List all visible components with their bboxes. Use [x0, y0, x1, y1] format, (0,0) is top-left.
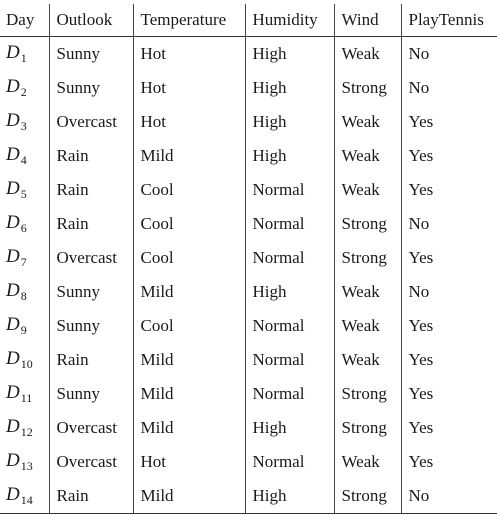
day-letter: D	[6, 314, 20, 335]
cell-day	[0, 241, 49, 275]
table-body	[0, 37, 497, 514]
cell-day	[0, 445, 49, 479]
day-letter: D	[6, 348, 20, 369]
day-subscript: 3	[20, 119, 27, 133]
cell-humidity: Normal	[245, 377, 334, 411]
cell-day	[0, 479, 49, 514]
cell-humidity: High	[245, 411, 334, 445]
play-tennis-table	[0, 4, 497, 514]
cell-temperature: Mild	[133, 343, 245, 377]
cell-outlook: Overcast	[49, 411, 133, 445]
cell-playtennis: Yes	[401, 309, 497, 343]
cell-day	[0, 275, 49, 309]
cell-temperature: Cool	[133, 241, 245, 275]
cell-wind: Weak	[334, 309, 401, 343]
day-subscript: 13	[20, 459, 33, 473]
cell-temperature: Cool	[133, 309, 245, 343]
cell-day	[0, 411, 49, 445]
table-row	[0, 241, 497, 275]
cell-humidity: High	[245, 71, 334, 105]
cell-playtennis: Yes	[401, 173, 497, 207]
cell-wind: Weak	[334, 343, 401, 377]
cell-outlook: Rain	[49, 479, 133, 514]
cell-humidity: High	[245, 105, 334, 139]
day-letter: D	[6, 280, 20, 301]
cell-temperature: Cool	[133, 207, 245, 241]
cell-outlook: Rain	[49, 207, 133, 241]
cell-outlook: Overcast	[49, 105, 133, 139]
cell-day	[0, 139, 49, 173]
cell-day	[0, 309, 49, 343]
table-row	[0, 139, 497, 173]
cell-outlook: Sunny	[49, 275, 133, 309]
table-row	[0, 173, 497, 207]
cell-outlook: Sunny	[49, 377, 133, 411]
cell-wind: Weak	[334, 173, 401, 207]
table-row	[0, 37, 497, 72]
cell-humidity: Normal	[245, 241, 334, 275]
cell-outlook: Overcast	[49, 241, 133, 275]
day-subscript: 10	[20, 357, 33, 371]
table-row	[0, 411, 497, 445]
table-row	[0, 479, 497, 514]
cell-humidity: High	[245, 37, 334, 72]
cell-outlook: Rain	[49, 139, 133, 173]
cell-temperature: Mild	[133, 377, 245, 411]
cell-outlook: Sunny	[49, 309, 133, 343]
day-letter: D	[6, 382, 20, 403]
table-row	[0, 377, 497, 411]
cell-day	[0, 343, 49, 377]
cell-humidity: Normal	[245, 309, 334, 343]
day-subscript: 12	[20, 425, 33, 439]
cell-playtennis: Yes	[401, 411, 497, 445]
header-row	[0, 4, 497, 37]
day-subscript: 11	[20, 391, 33, 405]
day-subscript: 8	[20, 289, 27, 303]
cell-playtennis: Yes	[401, 445, 497, 479]
cell-playtennis: Yes	[401, 105, 497, 139]
day-subscript: 9	[20, 323, 27, 337]
cell-day	[0, 173, 49, 207]
cell-wind: Weak	[334, 37, 401, 72]
day-letter: D	[6, 42, 20, 63]
cell-wind: Strong	[334, 479, 401, 514]
cell-humidity: High	[245, 275, 334, 309]
day-letter: D	[6, 76, 20, 97]
cell-playtennis: Yes	[401, 343, 497, 377]
table-row	[0, 343, 497, 377]
cell-wind: Strong	[334, 411, 401, 445]
cell-playtennis: No	[401, 37, 497, 72]
day-subscript: 6	[20, 221, 27, 235]
cell-wind: Weak	[334, 445, 401, 479]
cell-humidity: High	[245, 139, 334, 173]
cell-playtennis: Yes	[401, 377, 497, 411]
day-subscript: 4	[20, 153, 27, 167]
cell-outlook: Overcast	[49, 445, 133, 479]
cell-wind: Weak	[334, 139, 401, 173]
cell-day	[0, 105, 49, 139]
cell-wind: Weak	[334, 275, 401, 309]
cell-temperature: Hot	[133, 105, 245, 139]
cell-temperature: Hot	[133, 445, 245, 479]
header-day: Day	[0, 4, 49, 37]
cell-wind: Strong	[334, 241, 401, 275]
cell-temperature: Mild	[133, 275, 245, 309]
day-subscript: 2	[20, 85, 27, 99]
day-letter: D	[6, 212, 20, 233]
cell-outlook: Sunny	[49, 37, 133, 72]
cell-wind: Strong	[334, 377, 401, 411]
cell-outlook: Sunny	[49, 71, 133, 105]
cell-day	[0, 377, 49, 411]
table-row	[0, 309, 497, 343]
cell-day	[0, 207, 49, 241]
cell-temperature: Mild	[133, 479, 245, 514]
day-subscript: 7	[20, 255, 27, 269]
cell-temperature: Mild	[133, 139, 245, 173]
header-outlook: Outlook	[49, 4, 133, 37]
day-subscript: 1	[20, 51, 27, 65]
day-letter: D	[6, 450, 20, 471]
cell-temperature: Hot	[133, 71, 245, 105]
day-letter: D	[6, 178, 20, 199]
table-row	[0, 445, 497, 479]
cell-playtennis: Yes	[401, 139, 497, 173]
cell-playtennis: No	[401, 479, 497, 514]
day-letter: D	[6, 416, 20, 437]
header-humidity: Humidity	[245, 4, 334, 37]
cell-day	[0, 71, 49, 105]
cell-humidity: Normal	[245, 343, 334, 377]
table-header	[0, 4, 497, 37]
day-letter: D	[6, 484, 20, 505]
day-subscript: 14	[20, 493, 33, 507]
cell-temperature: Mild	[133, 411, 245, 445]
day-subscript: 5	[20, 187, 27, 201]
cell-temperature: Cool	[133, 173, 245, 207]
table-row	[0, 207, 497, 241]
header-playtennis: PlayTennis	[401, 4, 497, 37]
cell-day	[0, 37, 49, 72]
cell-humidity: Normal	[245, 207, 334, 241]
cell-playtennis: No	[401, 275, 497, 309]
cell-wind: Weak	[334, 105, 401, 139]
day-letter: D	[6, 246, 20, 267]
header-wind: Wind	[334, 4, 401, 37]
cell-wind: Strong	[334, 71, 401, 105]
cell-wind: Strong	[334, 207, 401, 241]
table-row	[0, 71, 497, 105]
header-temperature: Temperature	[133, 4, 245, 37]
cell-humidity: Normal	[245, 173, 334, 207]
cell-outlook: Rain	[49, 173, 133, 207]
cell-humidity: High	[245, 479, 334, 514]
cell-outlook: Rain	[49, 343, 133, 377]
cell-playtennis: Yes	[401, 241, 497, 275]
cell-playtennis: No	[401, 71, 497, 105]
table-row	[0, 275, 497, 309]
cell-temperature: Hot	[133, 37, 245, 72]
table-row	[0, 105, 497, 139]
day-letter: D	[6, 110, 20, 131]
day-letter: D	[6, 144, 20, 165]
cell-playtennis: No	[401, 207, 497, 241]
cell-humidity: Normal	[245, 445, 334, 479]
